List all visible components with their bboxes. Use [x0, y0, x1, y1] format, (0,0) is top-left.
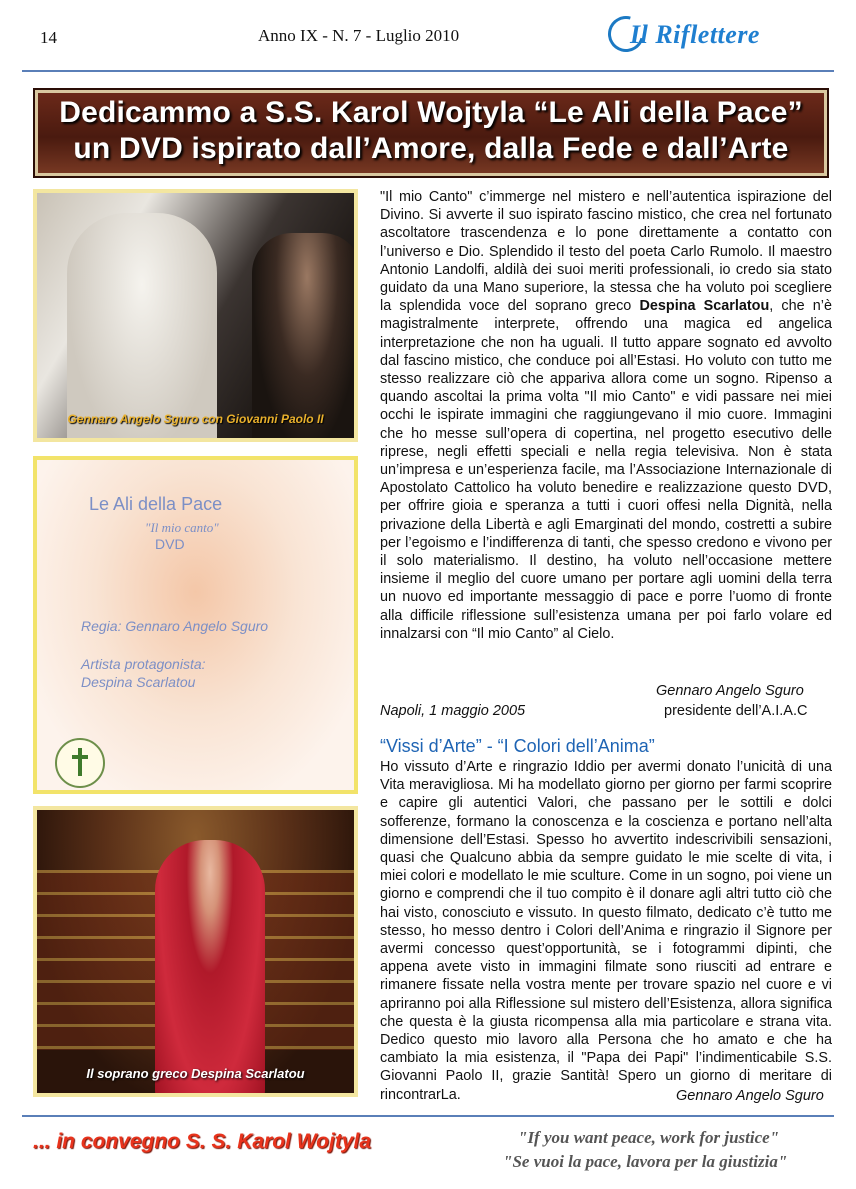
headline-banner — [33, 88, 829, 178]
article-1-text: "Il mio Canto" c’immerge nel mistero e nell’autentica ispirazione del Divino. Si avverte il suo ispirato fascino mistico, che crea nel fortunato ascoltatore trascendenza e lo pone direttamente a contatto con l’universo e Dio. Splendido il testo del poeta Carlo Rumolo. Il maestro Antonio Landolfi, aldilà dei suoi meriti professionali, io credo sia stato guidato da una Mano superiore, la stessa che ha voluto poi scegliere la splendida voce del soprano greco — [380, 189, 832, 315]
cross-icon — [71, 748, 89, 776]
dvd-subtitle: "Il mio canto" — [145, 520, 219, 535]
dvd-director: Regia: Gennaro Angelo Sguro — [81, 618, 269, 634]
photo-soprano — [33, 806, 358, 1097]
photo-caption: Gennaro Angelo Sguro con Giovanni Paolo II — [67, 412, 324, 426]
photo-pope-meeting-image — [37, 193, 354, 438]
dvd-format: DVD — [155, 536, 185, 552]
dvd-cover — [33, 456, 358, 794]
association-emblem-icon — [55, 738, 105, 788]
singer-figure — [155, 840, 265, 1093]
headline-line-2: un DVD ispirato dall’Amore, dalla Fede e dall’Arte — [73, 132, 789, 165]
pope-figure — [67, 213, 217, 438]
article-1-signature: Gennaro Angelo Sguro — [656, 683, 804, 699]
dvd-artist-name: Despina Scarlatou — [81, 674, 196, 690]
article-1-signature-role: presidente dell’A.I.A.C — [664, 703, 808, 719]
magazine-logo — [608, 14, 838, 58]
photo-pope-meeting — [33, 189, 358, 442]
photo-caption: Il soprano greco Despina Scarlatou — [86, 1066, 305, 1081]
man-figure — [252, 233, 354, 438]
article-1-place-date: Napoli, 1 maggio 2005 — [380, 703, 526, 719]
article-1-body — [380, 188, 832, 643]
soprano-name: Despina Scarlatou — [639, 298, 770, 315]
page-number: 14 — [40, 28, 57, 47]
footer-quote-english: "If you want peace, work for justice" — [518, 1128, 780, 1147]
photo-soprano-image — [37, 810, 354, 1093]
article-2-body: Ho vissuto d’Arte e ringrazio Iddio per avermi donato l’unicità di una Vita meravigliosa. Mi ha modellato giorno per giorno per farmi scoprire e capire gli autentici Valori, che passano per le sottili e dolci sofferenze, formano la conoscenza e la coscienza e portano nell’alta dimensione dell’Estasi. Spesso ho avvertito indescrivibili sensazioni, quasi che Qualcuno abbia da sempre guidato le mie scelte di vita, i miei colori e modellato le mie sculture. Come in un sogno, poi viene un giorno e comprendi che il tuo compito è il donare agli altri tutto ciò che hai visto, conosciuto e vissuto. In questo filmato, dedicato c’è tutto me stesso, ho messo dentro i Colori dell’Anima e ringrazio il Signore per avermi concesso quest’opportunità, se i fotogrammi dipinti, che appena avete visto in immagini filmate sono riusciti ad entrare e rimanere fissate nella vostra mente per trovare spazio nel cuore e vi apriranno poi alla Riflessione sul mistero dell’Esistenza, allora significa che questa è la giusta ricompensa alla mia particolare e strana vita. Dedico questo mio lavoro alla Persona che ho amato e che ha cambiato la mia esistenza, il "Papa dei Papi" l’indimenticabile S.S. Giovanni Paolo II, grazie Santità! Spero un giorno di meritare di rincontrarLa. — [380, 759, 832, 1103]
issue-info: Anno IX - N. 7 - Luglio 2010 — [258, 26, 460, 45]
article-2-title: “Vissi d’Arte” - “I Colori dell’Anima” — [380, 736, 655, 756]
logo-text: Il Riflettere — [630, 20, 760, 49]
footer-headline: ... in convegno S. S. Karol Wojtyla — [33, 1130, 371, 1153]
article-2-signature: Gennaro Angelo Sguro — [676, 1088, 824, 1104]
dvd-title: Le Ali della Pace — [89, 494, 223, 514]
footer-quote-italian: "Se vuoi la pace, lavora per la giustizia" — [503, 1152, 788, 1171]
headline-line-1: Dedicammo a S.S. Karol Wojtyla “Le Ali della Pace” — [59, 96, 803, 129]
dvd-artist-label: Artista protagonista: — [81, 656, 206, 672]
header-divider — [22, 70, 834, 72]
footer-divider — [22, 1115, 834, 1117]
article-1-text-rest: , che n’è magistralmente interprete, offrendo una magica ed angelica interpretazione che non ha uguali. Il tutto appare sognato ed avvolto dal fascino mistico, che conduce poi all’Estasi. Ho voluto con tutto me stesso realizzare ciò che appariva allora come un sogno. Ripenso a quando ascoltai la prima volta "Il mio Canto" e vidi passare nei miei occhi le ispirate immagini che raggiungevano il mio cuore. Immagini che ho messe sull’opera di copertina, nel progetto esecutivo delle riprese, negli effetti speciali e nella regia televisiva. Non è stata un’impresa e un’esperienza facile, ma l’Associazione Internazionale di Apostolato Cattolico ha voluto benedire e realizzazione questo DVD, per offrire gioia e speranza a tutti i cuori offesi nella Dignità, nella privazione della Libertà e agli Emarginati del mondo, costretti a subire per l’egoismo e l’indifferenza di tanti, che spesso credono e vivono per il solo materialismo. Il destino, ha voluto nell’occasione mettere insieme il meglio del cuore umano per portare agli uomini della terra un nuovo ed importante messaggio di pace e porre l’uomo di fronte alla difficile riflessione sull’esistenza umana per poi farlo volare ed innalzarsi con “Il mio Canto” al Cielo. — [380, 298, 833, 642]
